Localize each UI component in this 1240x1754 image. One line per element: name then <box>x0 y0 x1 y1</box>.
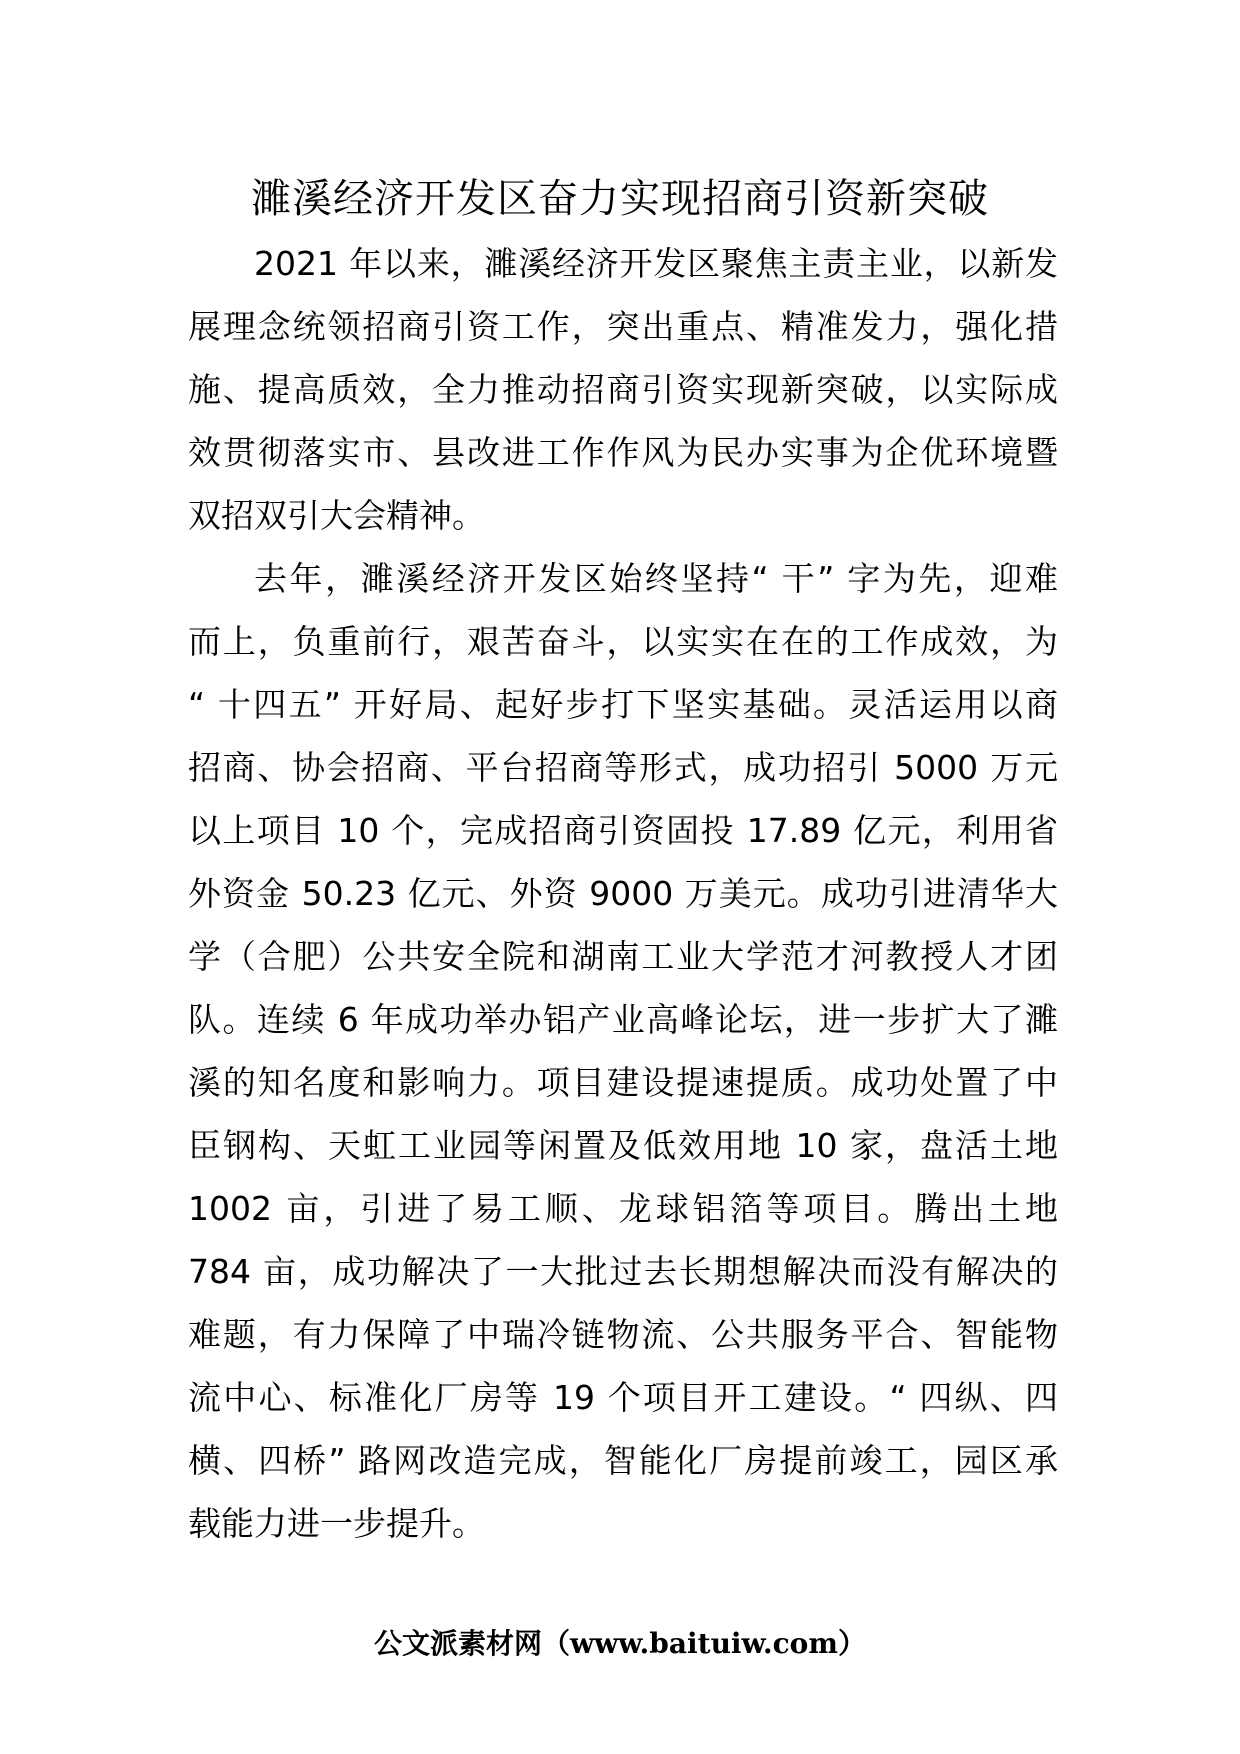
text-line: 外资金 50.23 亿元、外资 9000 万美元。成功引进清华大 <box>188 874 1058 913</box>
text-line: 臣钢构、天虹工业园等闲置及低效用地 10 家，盘活土地 <box>188 1126 1058 1165</box>
paragraph-2 <box>188 547 1058 1555</box>
text-line: 双招双引大会精神。 <box>188 496 485 535</box>
text-line: 溪的知名度和影响力。项目建设提速提质。成功处置了中 <box>188 1063 1058 1102</box>
text-line: 载能力进一步提升。 <box>188 1504 485 1543</box>
text-line: “ 十四五” 开好局、起好步打下坚实基础。灵活运用以商 <box>188 685 1058 724</box>
text-line: 而上，负重前行，艰苦奋斗，以实实在在的工作成效，为 <box>188 622 1058 661</box>
text-line: 效贯彻落实市、县改进工作作风为民办实事为企优环境暨 <box>188 433 1058 472</box>
text-line: 2021 年以来，濉溪经济开发区聚焦主责主业，以新发 <box>254 244 1058 283</box>
source-footer: 公文派素材网（www.baituiw.com） <box>374 1627 866 1660</box>
text-line: 去年，濉溪经济开发区始终坚持“ 干” 字为先，迎难 <box>254 559 1058 598</box>
paragraph-1 <box>188 232 1058 547</box>
text-line: 展理念统领招商引资工作，突出重点、精准发力，强化措 <box>188 307 1058 346</box>
text-line: 1002 亩，引进了易工顺、龙球铝箔等项目。腾出土地 <box>188 1189 1058 1228</box>
text-line: 队。连续 6 年成功举办铝产业高峰论坛，进一步扩大了濉 <box>188 1000 1058 1039</box>
text-line: 施、提高质效，全力推动招商引资实现新突破，以实际成 <box>188 370 1058 409</box>
text-line: 784 亩，成功解决了一大批过去长期想解决而没有解决的 <box>188 1252 1058 1291</box>
document-body <box>188 232 1058 1555</box>
document-title: 濉溪经济开发区奋力实现招商引资新突破 <box>251 176 989 222</box>
text-line: 流中心、标准化厂房等 19 个项目开工建设。“ 四纵、四 <box>188 1378 1058 1417</box>
text-line: 学（合肥）公共安全院和湖南工业大学范才河教授人才团 <box>188 937 1058 976</box>
text-line: 横、四桥” 路网改造完成，智能化厂房提前竣工，园区承 <box>188 1441 1058 1480</box>
text-line: 以上项目 10 个，完成招商引资固投 17.89 亿元，利用省 <box>188 811 1058 850</box>
text-line: 招商、协会招商、平台招商等形式，成功招引 5000 万元 <box>188 748 1058 787</box>
text-line: 难题，有力保障了中瑞冷链物流、公共服务平合、智能物 <box>188 1315 1058 1354</box>
